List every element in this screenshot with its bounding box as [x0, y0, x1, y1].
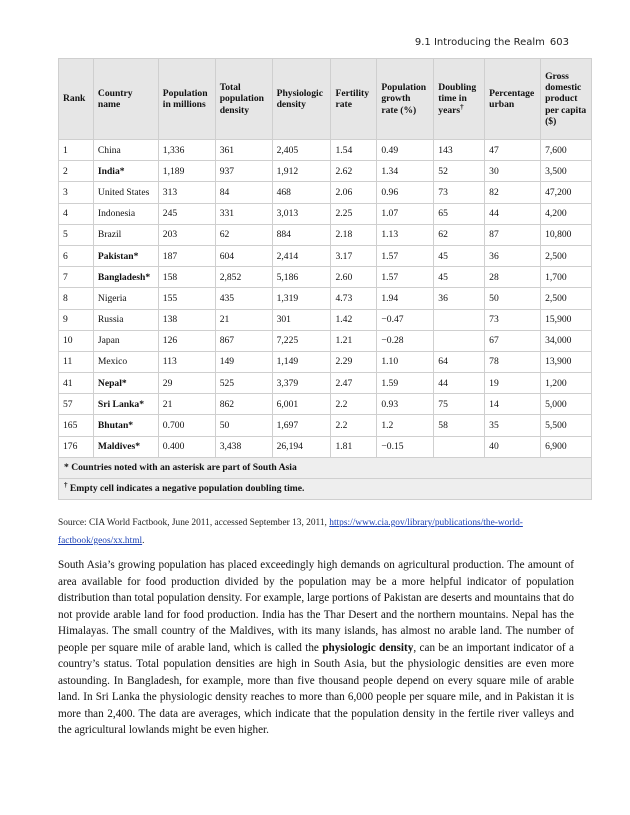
- cell-doubling: 65: [434, 203, 485, 224]
- cell-rank: 8: [59, 288, 94, 309]
- cell-gdp: 2,500: [541, 245, 592, 266]
- cell-total-density: 937: [215, 161, 272, 182]
- cell-population: 155: [158, 288, 215, 309]
- column-header: Percentage urban: [485, 59, 541, 140]
- cell-physiologic-density: 301: [272, 309, 331, 330]
- table-row: [59, 288, 592, 309]
- table-row: [59, 309, 592, 330]
- cell-rank: 4: [59, 203, 94, 224]
- cell-fertility: 1.21: [331, 330, 377, 351]
- cell-doubling: 75: [434, 394, 485, 415]
- cell-growth: 0.93: [377, 394, 434, 415]
- cell-growth: 1.10: [377, 351, 434, 372]
- cell-doubling: 143: [434, 140, 485, 161]
- cell-urban: 28: [485, 267, 541, 288]
- cell-country: Bangladesh*: [93, 267, 158, 288]
- cell-urban: 40: [485, 436, 541, 457]
- cell-physiologic-density: 2,405: [272, 140, 331, 161]
- cell-gdp: 7,600: [541, 140, 592, 161]
- cell-country: Nepal*: [93, 373, 158, 394]
- cell-growth: 1.2: [377, 415, 434, 436]
- cell-gdp: 5,500: [541, 415, 592, 436]
- cell-country: Mexico: [93, 351, 158, 372]
- cell-rank: 6: [59, 245, 94, 266]
- cell-fertility: 2.47: [331, 373, 377, 394]
- cell-doubling: [434, 436, 485, 457]
- cell-doubling: 45: [434, 267, 485, 288]
- column-header: Rank: [59, 59, 94, 140]
- cell-rank: 2: [59, 161, 94, 182]
- column-header: Country name: [93, 59, 158, 140]
- cell-urban: 73: [485, 309, 541, 330]
- table-row: [59, 245, 592, 266]
- cell-physiologic-density: 3,379: [272, 373, 331, 394]
- cell-growth: 1.07: [377, 203, 434, 224]
- cell-growth: 1.34: [377, 161, 434, 182]
- table-row: [59, 140, 592, 161]
- cell-total-density: 435: [215, 288, 272, 309]
- cell-country: Bhutan*: [93, 415, 158, 436]
- cell-urban: 44: [485, 203, 541, 224]
- cell-rank: 5: [59, 224, 94, 245]
- page-number: 603: [549, 37, 569, 48]
- table-body: [59, 140, 592, 458]
- table-row: [59, 330, 592, 351]
- cell-fertility: 3.17: [331, 245, 377, 266]
- cell-urban: 35: [485, 415, 541, 436]
- column-header-text: Doubling time in years: [438, 82, 477, 116]
- table-row: [59, 415, 592, 436]
- cell-physiologic-density: 2,414: [272, 245, 331, 266]
- cell-total-density: 867: [215, 330, 272, 351]
- table-note-row: [59, 478, 592, 499]
- cell-total-density: 525: [215, 373, 272, 394]
- cell-fertility: 2.60: [331, 267, 377, 288]
- table-header-row: [59, 59, 592, 140]
- cell-gdp: 1,700: [541, 267, 592, 288]
- cell-doubling: 44: [434, 373, 485, 394]
- table-row: [59, 182, 592, 203]
- cell-urban: 47: [485, 140, 541, 161]
- cell-doubling: [434, 330, 485, 351]
- cell-doubling: 62: [434, 224, 485, 245]
- cell-population: 313: [158, 182, 215, 203]
- cell-doubling: [434, 309, 485, 330]
- cell-growth: 1.57: [377, 267, 434, 288]
- cell-growth: 0.96: [377, 182, 434, 203]
- dagger-mark: †: [64, 481, 68, 490]
- cell-gdp: 13,900: [541, 351, 592, 372]
- cell-urban: 36: [485, 245, 541, 266]
- cell-fertility: 1.54: [331, 140, 377, 161]
- cell-growth: 1.59: [377, 373, 434, 394]
- cell-urban: 14: [485, 394, 541, 415]
- cell-growth: −0.28: [377, 330, 434, 351]
- cell-physiologic-density: 1,149: [272, 351, 331, 372]
- body-text-after: , can be an important indicator of a country’s status. Total population densities are high in South Asia, but the physiologic densities are even more astounding. In Bangladesh, for example, more than five thousand people depend on every square mile of arable land. In Sri Lanka the physiologic density reaches to more than 6,000 people per square mile, and in Pakistan it is more than 2,400. The data are averages, which indicate that the population density in the fertile river valleys and the agricultural lowlands might be even higher.: [58, 641, 574, 736]
- cell-fertility: 2.29: [331, 351, 377, 372]
- cell-gdp: 47,200: [541, 182, 592, 203]
- source-link[interactable]: https://www.cia.gov/library/publications/the-world-factbook/geos/xx.html: [58, 518, 523, 546]
- table-note-asterisk: [59, 457, 592, 478]
- cell-growth: −0.47: [377, 309, 434, 330]
- cell-urban: 30: [485, 161, 541, 182]
- cell-total-density: 149: [215, 351, 272, 372]
- table-row: [59, 224, 592, 245]
- cell-doubling: 52: [434, 161, 485, 182]
- cell-growth: 0.49: [377, 140, 434, 161]
- cell-fertility: 2.06: [331, 182, 377, 203]
- cell-rank: 11: [59, 351, 94, 372]
- table-row: [59, 203, 592, 224]
- cell-physiologic-density: 5,186: [272, 267, 331, 288]
- cell-country: Pakistan*: [93, 245, 158, 266]
- table-row: [59, 351, 592, 372]
- source-suffix: .: [142, 536, 145, 546]
- cell-gdp: 10,800: [541, 224, 592, 245]
- cell-rank: 9: [59, 309, 94, 330]
- note-text: Empty cell indicates a negative population doubling time.: [67, 483, 305, 495]
- cell-population: 126: [158, 330, 215, 351]
- cell-gdp: 6,900: [541, 436, 592, 457]
- column-header: Total population density: [215, 59, 272, 140]
- table-row: [59, 267, 592, 288]
- cell-rank: 176: [59, 436, 94, 457]
- cell-doubling: 58: [434, 415, 485, 436]
- cell-total-density: 862: [215, 394, 272, 415]
- cell-country: Japan: [93, 330, 158, 351]
- cell-doubling: 36: [434, 288, 485, 309]
- population-table: [58, 58, 592, 500]
- cell-physiologic-density: 26,194: [272, 436, 331, 457]
- cell-country: Russia: [93, 309, 158, 330]
- table-note-row: [59, 457, 592, 478]
- cell-population: 138: [158, 309, 215, 330]
- cell-gdp: 2,500: [541, 288, 592, 309]
- dagger-mark: †: [460, 102, 464, 111]
- cell-physiologic-density: 1,697: [272, 415, 331, 436]
- cell-fertility: 1.81: [331, 436, 377, 457]
- cell-gdp: 3,500: [541, 161, 592, 182]
- source-citation: [58, 514, 578, 550]
- cell-urban: 87: [485, 224, 541, 245]
- cell-urban: 82: [485, 182, 541, 203]
- cell-country: United States: [93, 182, 158, 203]
- table-row: [59, 436, 592, 457]
- cell-country: Maldives*: [93, 436, 158, 457]
- cell-total-density: 84: [215, 182, 272, 203]
- cell-population: 113: [158, 351, 215, 372]
- cell-country: Indonesia: [93, 203, 158, 224]
- cell-population: 21: [158, 394, 215, 415]
- cell-total-density: 21: [215, 309, 272, 330]
- cell-gdp: 4,200: [541, 203, 592, 224]
- cell-population: 1,336: [158, 140, 215, 161]
- key-term: physiologic density: [322, 641, 414, 654]
- cell-gdp: 1,200: [541, 373, 592, 394]
- cell-growth: 1.57: [377, 245, 434, 266]
- cell-fertility: 2.18: [331, 224, 377, 245]
- table-row: [59, 373, 592, 394]
- column-header: Population in millions: [158, 59, 215, 140]
- source-prefix: Source: CIA World Factbook, June 2011, accessed September 13, 2011,: [58, 518, 330, 528]
- cell-urban: 67: [485, 330, 541, 351]
- cell-rank: 3: [59, 182, 94, 203]
- cell-total-density: 3,438: [215, 436, 272, 457]
- cell-urban: 19: [485, 373, 541, 394]
- cell-urban: 78: [485, 351, 541, 372]
- cell-rank: 57: [59, 394, 94, 415]
- cell-rank: 7: [59, 267, 94, 288]
- cell-fertility: 4.73: [331, 288, 377, 309]
- cell-fertility: 2.2: [331, 415, 377, 436]
- cell-rank: 1: [59, 140, 94, 161]
- cell-physiologic-density: 6,001: [272, 394, 331, 415]
- cell-physiologic-density: 7,225: [272, 330, 331, 351]
- cell-physiologic-density: 3,013: [272, 203, 331, 224]
- cell-fertility: 2.25: [331, 203, 377, 224]
- cell-growth: 1.94: [377, 288, 434, 309]
- cell-population: 0.400: [158, 436, 215, 457]
- column-header: Gross domestic product per capita ($): [541, 59, 592, 140]
- cell-gdp: 34,000: [541, 330, 592, 351]
- body-paragraph: [58, 557, 574, 739]
- column-header: Physiologic density: [272, 59, 331, 140]
- cell-physiologic-density: 884: [272, 224, 331, 245]
- cell-population: 0.700: [158, 415, 215, 436]
- table-row: [59, 394, 592, 415]
- cell-country: Sri Lanka*: [93, 394, 158, 415]
- cell-rank: 41: [59, 373, 94, 394]
- cell-physiologic-density: 1,912: [272, 161, 331, 182]
- cell-rank: 165: [59, 415, 94, 436]
- cell-total-density: 331: [215, 203, 272, 224]
- column-header: Population growth rate (%): [377, 59, 434, 140]
- cell-total-density: 2,852: [215, 267, 272, 288]
- note-text: * Countries noted with an asterisk are part of South Asia: [64, 462, 297, 474]
- body-text-before: South Asia’s growing population has placed exceedingly high demands on agricultural production. The amount of area available for food production divided by the population may be a more helpful indicator of population distribution than total population density. For example, large portions of Pakistan are deserts and mountains that do not provide arable land for food production. India has the Thar Desert and the northern mountains. Nepal has the Himalayas. The small country of the Maldives, with its many islands, has almost no arable land. The number of people per square mile of arable land, which is called the: [58, 559, 574, 654]
- cell-gdp: 5,000: [541, 394, 592, 415]
- cell-urban: 50: [485, 288, 541, 309]
- cell-population: 158: [158, 267, 215, 288]
- cell-fertility: 2.2: [331, 394, 377, 415]
- cell-total-density: 361: [215, 140, 272, 161]
- cell-population: 245: [158, 203, 215, 224]
- table-note-dagger: [59, 478, 592, 499]
- cell-population: 187: [158, 245, 215, 266]
- cell-doubling: 64: [434, 351, 485, 372]
- cell-country: China: [93, 140, 158, 161]
- column-header: Fertility rate: [331, 59, 377, 140]
- cell-growth: 1.13: [377, 224, 434, 245]
- cell-fertility: 1.42: [331, 309, 377, 330]
- cell-total-density: 50: [215, 415, 272, 436]
- cell-physiologic-density: 1,319: [272, 288, 331, 309]
- cell-country: India*: [93, 161, 158, 182]
- cell-total-density: 604: [215, 245, 272, 266]
- cell-population: 29: [158, 373, 215, 394]
- section-title: 9.1 Introducing the Realm: [414, 37, 545, 48]
- cell-growth: −0.15: [377, 436, 434, 457]
- table-row: [59, 161, 592, 182]
- cell-country: Brazil: [93, 224, 158, 245]
- column-header: [434, 59, 485, 140]
- running-head: [415, 37, 569, 48]
- cell-rank: 10: [59, 330, 94, 351]
- cell-population: 203: [158, 224, 215, 245]
- cell-physiologic-density: 468: [272, 182, 331, 203]
- cell-gdp: 15,900: [541, 309, 592, 330]
- cell-doubling: 73: [434, 182, 485, 203]
- cell-fertility: 2.62: [331, 161, 377, 182]
- cell-population: 1,189: [158, 161, 215, 182]
- cell-country: Nigeria: [93, 288, 158, 309]
- cell-doubling: 45: [434, 245, 485, 266]
- cell-total-density: 62: [215, 224, 272, 245]
